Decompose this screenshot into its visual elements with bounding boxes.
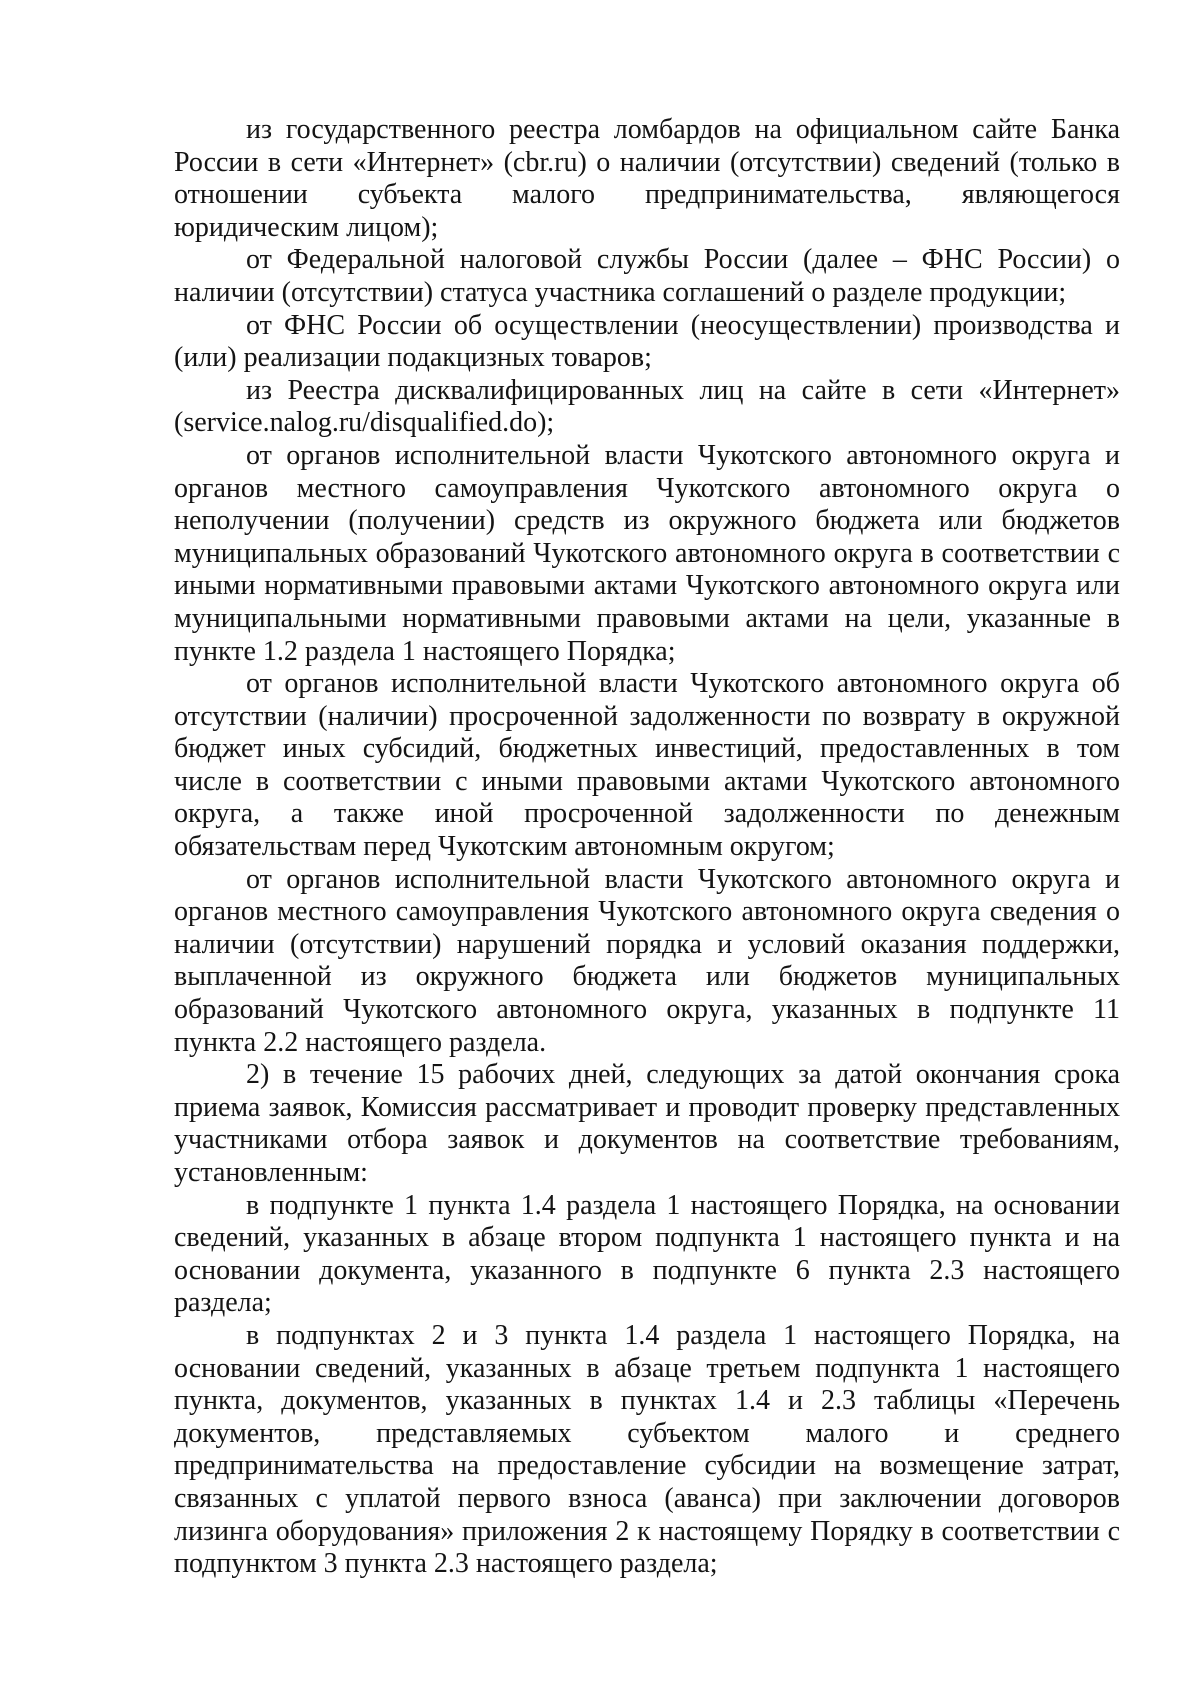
paragraph-disqualified-registry: из Реестра дисквалифицированных лиц на сайте в сети «Интернет» (service.nalog.ru/disqualified.do); [174, 374, 1120, 439]
paragraph-budget-funds: от органов исполнительной власти Чукотского автономного округа и органов местного самоуправления Чукотского автономного округа о неполучении (получении) средств из окружного бюджета или бюджетов муниципальных образований Чукотского автономного округа в соответствии с иными нормативными правовыми актами Чукотского автономного округа или муниципальными нормативными правовыми актами на цели, указанные в пункте 1.2 раздела 1 настоящего Порядка; [174, 439, 1120, 667]
paragraph-subpoint-1: в подпункте 1 пункта 1.4 раздела 1 настоящего Порядка, на основании сведений, указанных в абзаце втором подпункта 1 настоящего пункта и на основании документа, указанного в подпункте 6 пункта 2.3 настоящего раздела; [174, 1189, 1120, 1319]
paragraph-support-violations: от органов исполнительной власти Чукотского автономного округа и органов местного самоуправления Чукотского автономного округа сведения о наличии (отсутствии) нарушений порядка и условий оказания поддержки, выплаченной из окружного бюджета или бюджетов муниципальных образований Чукотского автономного округа, указанных в подпункте 11 пункта 2.2 настоящего раздела. [174, 863, 1120, 1058]
document-body [174, 114, 1120, 1581]
paragraph-fns-excise-goods: от ФНС России об осуществлении (неосуществлении) производства и (или) реализации подакцизных товаров; [174, 309, 1120, 374]
paragraph-overdue-debt: от органов исполнительной власти Чукотского автономного округа об отсутствии (наличии) просроченной задолженности по возврату в окружной бюджет иных субсидий, бюджетных инвестиций, предоставленных в том числе в соответствии с иными правовыми актами Чукотского автономного округа, а также иной просроченной задолженности по денежным обязательствам перед Чукотским автономным округом; [174, 668, 1120, 863]
paragraph-fns-production-sharing: от Федеральной налоговой службы России (далее – ФНС России) о наличии (отсутствии) статуса участника соглашений о разделе продукции; [174, 244, 1120, 308]
paragraph-commission-review: 2) в течение 15 рабочих дней, следующих за датой окончания срока приема заявок, Комиссия рассматривает и проводит проверку представленных участниками отбора заявок и документов на соответствие требованиям, установленным: [174, 1059, 1120, 1188]
paragraph-pawnshop-registry: из государственного реестра ломбардов на официальном сайте Банка России в сети «Интернет» (cbr.ru) о наличии (отсутствии) сведений (только в отношении субъекта малого предпринимательства, являющегося юридическим лицом); [174, 114, 1120, 243]
paragraph-subpoints-2-3: в подпунктах 2 и 3 пункта 1.4 раздела 1 настоящего Порядка, на основании сведений, указанных в абзаце третьем подпункта 1 настоящего пункта, документов, указанных в пунктах 1.4 и 2.3 таблицы «Перечень документов, представляемых субъектом малого и среднего предпринимательства на предоставление субсидии на возмещение затрат, связанных с уплатой первого взноса (аванса) при заключении договоров лизинга оборудования» приложения 2 к настоящему Порядку в соответствии с подпунктом 3 пункта 2.3 настоящего раздела; [174, 1319, 1120, 1580]
